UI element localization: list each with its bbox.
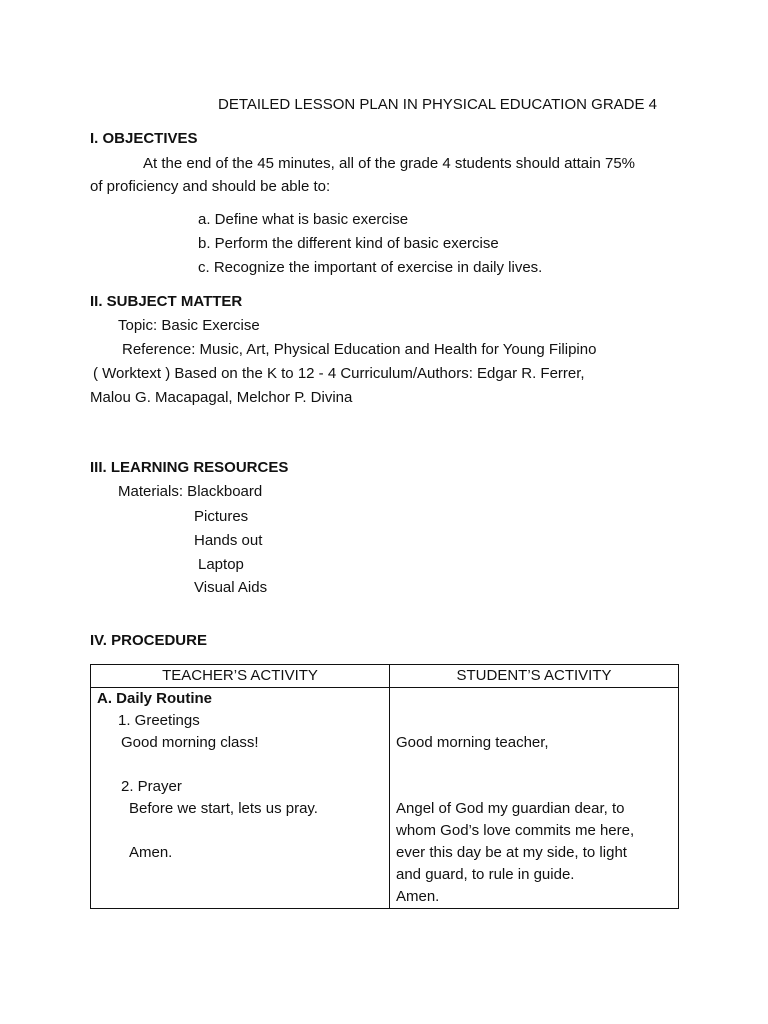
- student-prayer-line: Angel of God my guardian dear, to: [396, 800, 625, 817]
- greetings-label: 1. Greetings: [118, 712, 200, 729]
- objectives-intro-line1: At the end of the 45 minutes, all of the grade 4 students should attain 75%: [143, 155, 635, 172]
- table-header-row: [91, 665, 679, 688]
- subject-matter-heading: II. SUBJECT MATTER: [90, 293, 243, 310]
- student-prayer-line: whom God’s love commits me here,: [396, 822, 635, 839]
- student-prayer-line: and guard, to rule in guide.: [396, 866, 575, 883]
- material-item: Pictures: [194, 508, 249, 525]
- material-item: Laptop: [198, 556, 244, 573]
- objective-item: a. Define what is basic exercise: [198, 211, 409, 228]
- objective-item: b. Perform the different kind of basic exercise: [198, 235, 499, 252]
- table-row: [91, 688, 679, 909]
- objectives-heading: I. OBJECTIVES: [90, 130, 198, 147]
- student-activity-cell: [390, 688, 679, 909]
- student-prayer-line: ever this day be at my side, to light: [396, 844, 627, 861]
- teacher-prayer: Before we start, lets us pray.: [129, 800, 318, 817]
- subject-topic: Topic: Basic Exercise: [118, 317, 260, 334]
- material-item: Visual Aids: [194, 579, 268, 596]
- procedure-heading: IV. PROCEDURE: [90, 632, 207, 649]
- section-a-label: A. Daily Routine: [97, 690, 213, 707]
- subject-reference-line1: Reference: Music, Art, Physical Education and Health for Young Filipino: [122, 341, 597, 358]
- materials-label: Materials: Blackboard: [118, 483, 263, 500]
- teacher-activity-cell: [91, 688, 390, 909]
- student-greeting: Good morning teacher,: [396, 734, 549, 751]
- subject-reference-line3: Malou G. Macapagal, Melchor P. Divina: [90, 389, 353, 406]
- teacher-activity-header: TEACHER’S ACTIVITY: [91, 665, 390, 688]
- document-title: DETAILED LESSON PLAN IN PHYSICAL EDUCATION GRADE 4: [218, 96, 657, 113]
- student-prayer-line: Amen.: [396, 888, 440, 905]
- subject-reference-line2: ( Worktext ) Based on the K to 12 - 4 Curriculum/Authors: Edgar R. Ferrer,: [93, 365, 585, 382]
- objectives-intro-line2: of proficiency and should be able to:: [90, 178, 331, 195]
- objective-item: c. Recognize the important of exercise in daily lives.: [198, 259, 543, 276]
- teacher-amen: Amen.: [129, 844, 173, 861]
- procedure-table: [90, 664, 679, 909]
- learning-resources-heading: III. LEARNING RESOURCES: [90, 459, 289, 476]
- teacher-greeting: Good morning class!: [121, 734, 259, 751]
- student-activity-header: STUDENT’S ACTIVITY: [390, 665, 679, 688]
- prayer-label: 2. Prayer: [121, 778, 182, 795]
- material-item: Hands out: [194, 532, 263, 549]
